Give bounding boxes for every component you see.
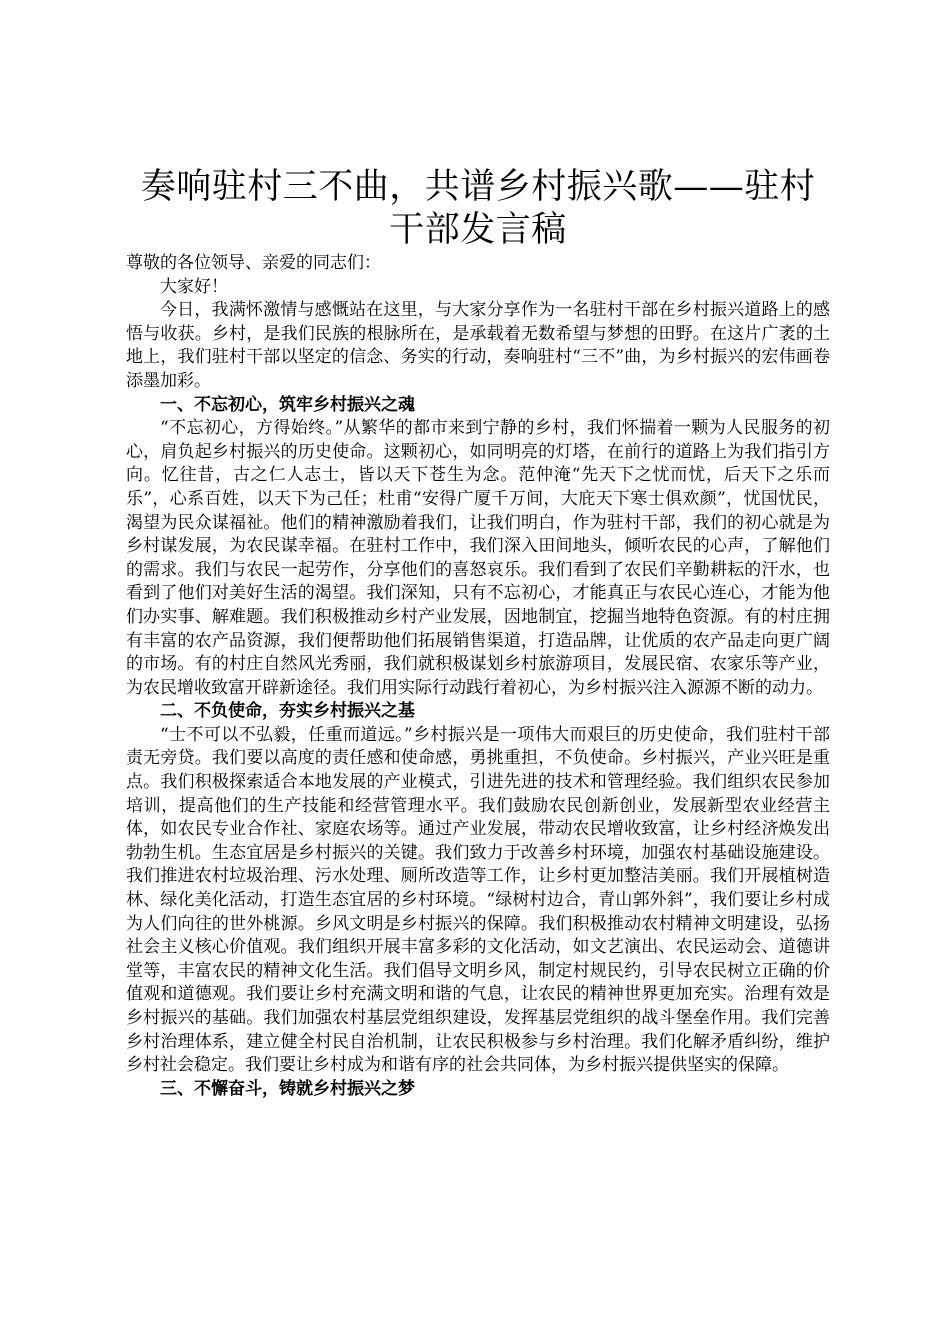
section-heading-1: 一、不忘初心，筑牢乡村振兴之魂 bbox=[160, 394, 415, 415]
intro-paragraph: 今日，我满怀激情与感慨站在这里，与大家分享作为一名驻村干部在乡村振兴道路上的感悟与收获。乡村，是我们民族的根脉所在，是承载着无数希望与梦想的田野。在这片广袤的土地上，我们驻村干部以坚定的信念、务实的行动，奏响驻村“三不”曲，为乡村振兴的宏伟画卷添墨加彩。 bbox=[126, 300, 830, 391]
section-body-1: “不忘初心，方得始终。”从繁华的都市来到宁静的乡村，我们怀揣着一颗为人民服务的初心，肩负起乡村振兴的历史使命。这颗初心，如同明亮的灯塔，在前行的道路上为我们指引方向。忆往昔，古之仁人志士，皆以天下苍生为念。范仲淹“先天下之忧而忧，后天下之乐而乐”，心系百姓，以天下为己任；杜甫“安得广厦千万间，大庇天下寒士俱欢颜”，忧国忧民，渴望为民众谋福祉。他们的精神激励着我们，让我们明白，作为驻村干部，我们的初心就是为乡村谋发展，为农民谋幸福。在驻村工作中，我们深入田间地头，倾听农民的心声，了解他们的需求。我们与农民一起劳作，分享他们的喜怒哀乐。我们看到了农民们辛勤耕耘的汗水，也看到了他们对美好生活的渴望。我们深知，只有不忘初心，才能真正与农民心连心，才能为他们办实事、解难题。我们积极推动乡村产业发展，因地制宜，挖掘当地特色资源。有的村庄拥有丰富的农产品资源，我们便帮助他们拓展销售渠道，打造品牌，让优质的农产品走向更广阔的市场。有的村庄自然风光秀丽，我们就积极谋划乡村旅游项目，发展民宿、农家乐等产业，为农民增收致富开辟新途径。我们用实际行动践行着初心，为乡村振兴注入源源不断的动力。 bbox=[126, 418, 830, 698]
greeting: 大家好！ bbox=[160, 276, 228, 297]
section-heading-3: 三、不懈奋斗，铸就乡村振兴之梦 bbox=[160, 1078, 415, 1099]
section-body-2: “士不可以不弘毅，任重而道远。”乡村振兴是一项伟大而艰巨的历史使命，我们驻村干部责无旁贷。我们要以高度的责任感和使命感，勇挑重担，不负使命。乡村振兴，产业兴旺是重点。我们积极探索适合本地发展的产业模式，引进先进的技术和管理经验。我们组织农民参加培训，提高他们的生产技能和经营管理水平。我们鼓励农民创新创业，发展新型农业经营主体，如农民专业合作社、家庭农场等。通过产业发展，带动农民增收致富，让乡村经济焕发出勃勃生机。生态宜居是乡村振兴的关键。我们致力于改善乡村环境，加强农村基础设施建设。我们推进农村垃圾治理、污水处理、厕所改造等工作，让乡村更加整洁美丽。我们开展植树造林、绿化美化活动，打造生态宜居的乡村环境。“绿树村边合，青山郭外斜”，我们要让乡村成为人们向往的世外桃源。乡风文明是乡村振兴的保障。我们积极推动农村精神文明建设，弘扬社会主义核心价值观。我们组织开展丰富多彩的文化活动，如文艺演出、农民运动会、道德讲堂等，丰富农民的精神文化生活。我们倡导文明乡风，制定村规民约，引导农民树立正确的价值观和道德观。我们要让乡村充满文明和谐的气息，让农民的精神世界更加充实。治理有效是乡村振兴的基础。我们加强农村基层党组织建设，发挥基层党组织的战斗堡垒作用。我们完善乡村治理体系，建立健全村民自治机制，让农民积极参与乡村治理。我们化解矛盾纠纷，维护乡村社会稳定。我们要让乡村成为和谐有序的社会共同体，为乡村振兴提供坚实的保障。 bbox=[126, 724, 830, 1076]
salutation: 尊敬的各位领导、亲爱的同志们： bbox=[126, 253, 381, 273]
document-page bbox=[126, 166, 830, 1101]
document-title: 奏响驻村三不曲，共谱乡村振兴歌——驻村干部发言稿 bbox=[140, 167, 816, 250]
section-heading-2: 二、不负使命，夯实乡村振兴之基 bbox=[160, 701, 415, 722]
